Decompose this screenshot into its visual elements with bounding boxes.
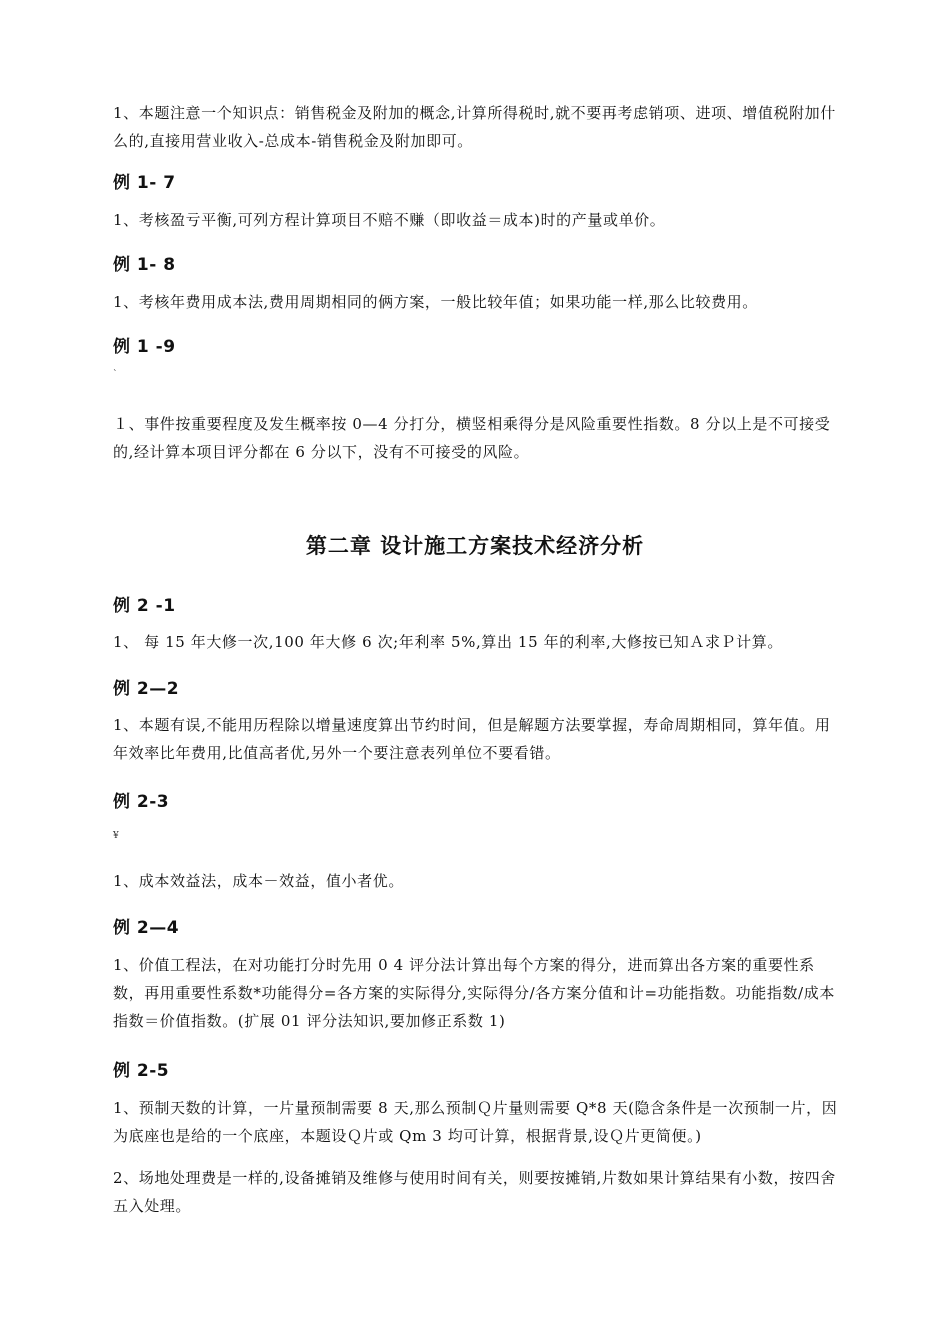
stray-mark: ¥ [113, 831, 119, 841]
paragraph-example-2-5-item-2: 2、场地处理费是一样的,设备摊销及维修与使用时间有关，则要按摊销,片数如果计算结果有小数，按四舍五入处理。 [113, 1169, 836, 1215]
heading-example-1-7: 例 1- 7 [113, 173, 176, 193]
heading-example-1-9: 例 1 -9 [113, 337, 176, 357]
paragraph-example-1-7: 1、考核盈亏平衡,可列方程计算项目不赔不赚（即收益＝成本)时的产量或单价。 [113, 211, 666, 229]
paragraph-example-2-4: 1、价值工程法，在对功能打分时先用 0 4 评分法计算出每个方案的得分，进而算出各方案的重要性系数，再用重要性系数*功能得分=各方案的实际得分,实际得分/各方案分值和计=功能指数。功能指数/成本指数＝价值指数。(扩展 01 评分法知识,要加修正系数 1) [113, 956, 835, 1030]
paragraph-example-1-8: 1、考核年费用成本法,费用周期相同的俩方案，一般比较年值；如果功能一样,那么比较费用。 [113, 293, 758, 311]
paragraph-example-2-3: 1、成本效益法，成本－效益，值小者优。 [113, 872, 404, 890]
heading-example-2-4: 例 2—4 [113, 918, 180, 938]
paragraph-example-1-9: １、事件按重要程度及发生概率按 0—4 分打分，横竖相乘得分是风险重要性指数。8 分以上是不可接受的,经计算本项目评分都在 6 分以下，没有不可接受的风险。 [113, 415, 831, 461]
paragraph-example-2-1: 1、 每 15 年大修一次,100 年大修 6 次;年利率 5%,算出 15 年的利率,大修按已知Ａ求Ｐ计算。 [113, 633, 783, 651]
paragraph-income-tax-note: 1、本题注意一个知识点：销售税金及附加的概念,计算所得税时,就不要再考虑销项、进项、增值税附加什么的,直接用营业收入-总成本-销售税金及附加即可。 [113, 104, 836, 150]
heading-example-2-2: 例 2—2 [113, 679, 180, 699]
paragraph-example-2-5-item-1: 1、预制天数的计算，一片量预制需要 8 天,那么预制Ｑ片量则需要 Q*8 天(隐含条件是一次预制一片，因为底座也是给的一个底座，本题设Ｑ片或 Qm 3 均可计算，根据背景,设Ｑ片更简便。) [113, 1099, 838, 1145]
heading-example-1-8: 例 1- 8 [113, 255, 176, 275]
paragraph-example-2-2: 1、本题有误,不能用历程除以增量速度算出节约时间，但是解题方法要掌握，寿命周期相同，算年值。用年效率比年费用,比值高者优,另外一个要注意表列单位不要看错。 [113, 716, 831, 762]
heading-example-2-3: 例 2-3 [113, 792, 170, 812]
stray-mark: ` [113, 370, 118, 380]
heading-example-2-5: 例 2-5 [113, 1061, 170, 1081]
chapter-title: 第二章 设计施工方案技术经济分析 [305, 534, 645, 558]
heading-example-2-1: 例 2 -1 [113, 596, 176, 616]
